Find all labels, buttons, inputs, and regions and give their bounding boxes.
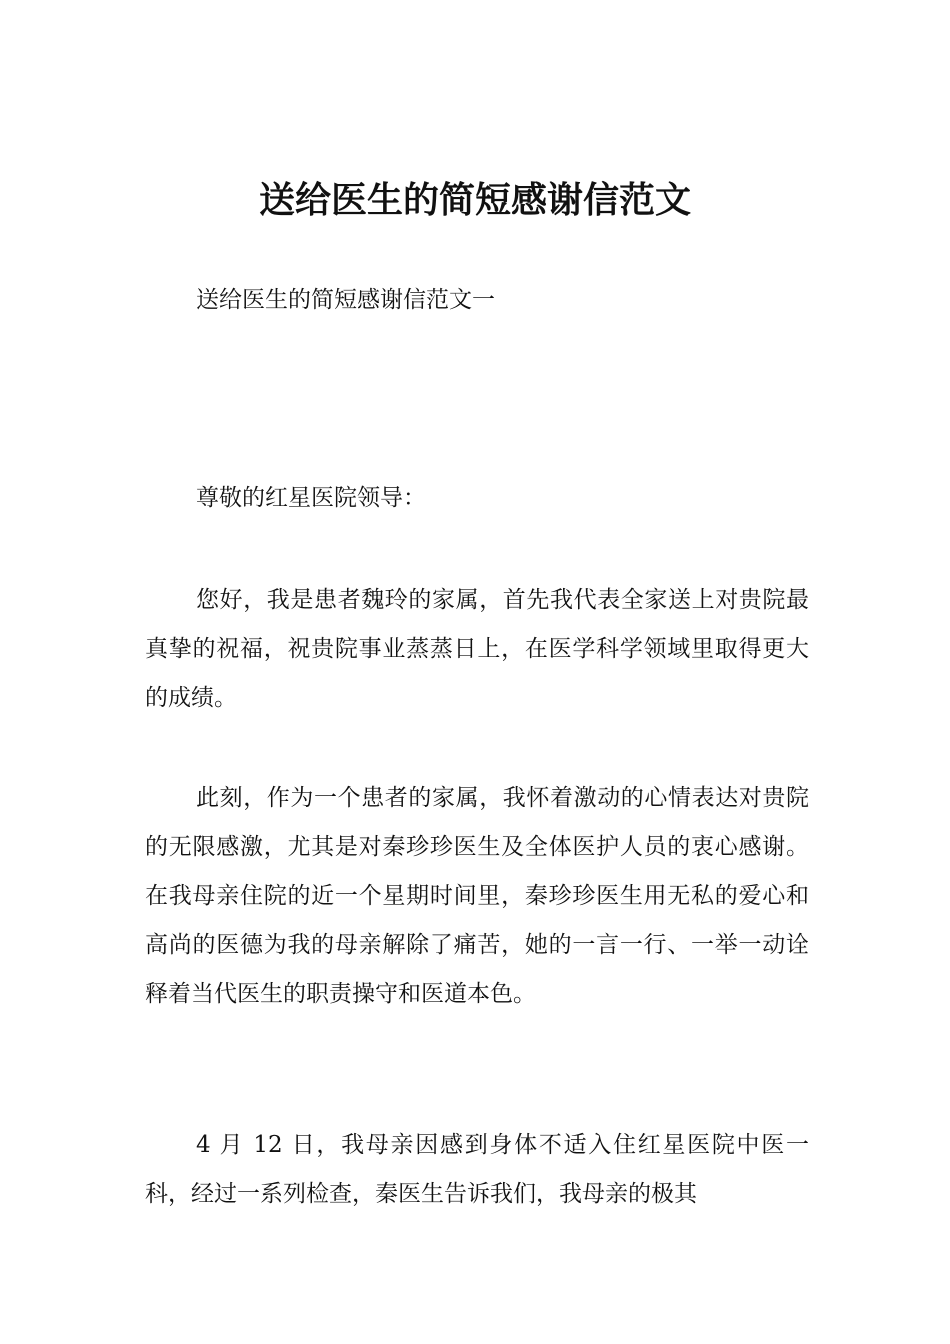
body-paragraph-gratitude: 此刻，作为一个患者的家属，我怀着激动的心情表达对贵院的无限感激，尤其是对秦珍珍医生及全体医护人员的衷心感谢。在我母亲住院的近一个星期时间里，秦珍珍医生用无私的爱心和高尚的医德为我的母亲解除了痛苦，她的一言一行、一举一动诠释着当代医生的职责操守和医道本色。 [145,785,809,1007]
body-paragraph-greeting: 您好，我是患者魏玲的家属，首先我代表全家送上对贵院最真挚的祝福，祝贵院事业蒸蒸日上，在医学科学领域里取得更大的成绩。 [145,587,809,711]
document-title: 送给医生的简短感谢信范文 [258,180,691,221]
document-subtitle: 送给医生的简短感谢信范文一 [196,287,495,313]
body-paragraph-story: 4 月 12 日，我母亲因感到身体不适入住红星医院中医一科，经过一系列检查，秦医生告诉我们，我母亲的极其 [145,1132,809,1207]
letter-salutation: 尊敬的红星医院领导： [196,485,426,511]
